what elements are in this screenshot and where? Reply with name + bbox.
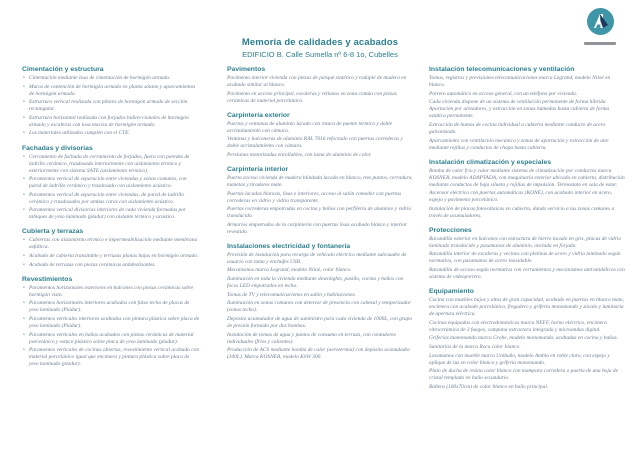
section-instalaciones-electricidad-y-fontaneria <box>227 243 413 361</box>
logo-mark-icon <box>587 8 614 35</box>
spec-item: • Estructura horizontal realizada con forjados bidireccionales de hormigón armado y escaleras con losa maciza de hormigón armado. <box>22 115 200 129</box>
column-left <box>22 66 200 446</box>
section-heading: Fachadas y divisorias <box>22 144 93 152</box>
spec-item: Puertas correderas empotradas en cocina y baños con perfilería de aluminio y vidrio translúcido. <box>227 206 412 220</box>
spec-item: Puertas lacadas blancas, lisas e interiores, acceso al salón comedor con puertas correderas en vidrio y vidrio transparente. <box>227 190 402 204</box>
spec-item: Puerta acceso vivienda de madera blindada lacada en blanco, tres puntos, cerradura, manetas y tiradores mate. <box>227 174 413 188</box>
spec-item: Mecanismos marca Legrand, modelo Niloé, color blanco. <box>227 267 352 274</box>
spec-item: • Acabado de cubierta transitable y terrazas planas bajas en hormigón armado. <box>22 253 200 260</box>
spec-item: • Paramentos vertical de separación entre viviendas y zonas comunes, con pared de ladrillo cerámico y trasdosado con aislamiento acústico. <box>22 176 200 190</box>
section-pavimentos <box>227 66 413 105</box>
spec-item: Cocinas equipadas con electrodomésticos marca NEFF, horno eléctrico, encimera vitrocerámica de 3 fuegos, campana extractora integrada y microondas digital. <box>429 319 607 333</box>
section-heading: Carpintería exterior <box>227 111 290 119</box>
spec-item: Depósito acumulador de agua de suministro para cada vivienda de 1000L, con grupo de presión formado por dos bombas. <box>227 315 413 329</box>
spec-item: Previsión de instalación para recarga de vehículo eléctrico mediante subcuadro de usuario con toma y enchufes USB. <box>227 251 407 265</box>
spec-item: Pavimento interior vivienda con piezas de parqué sintético y rodapié de madera en acabado similar al blanco. <box>227 75 407 89</box>
spec-item: • Paramentos horizontales interiores acabados con falso techo de placas de yeso laminado (Pladur). <box>22 300 200 314</box>
section-cimentacion-y-estructura <box>22 66 200 138</box>
section-carpinteria-exterior <box>227 112 413 159</box>
spec-item: Lavamanos con mueble marca Unibaño, modelo Ambla en roble claro, con espejo y aplique de luz en color blanco y grifería monomando. <box>429 352 610 366</box>
spec-item: Cocina con muebles bajos y altos de gran capacidad, acabado en puertas en blanco mate, encimera con acabado porcelánico, fregadero y grifería monomando y zócalo y luminaria de apertura eléctrica. <box>429 297 624 318</box>
spec-item: • Acabado de terrazas con piezas cerámicas antideslizantes. <box>22 262 200 269</box>
spec-item: Pavimento en acceso principal, escaleras y rellanos en zona común con piezas cerámicas de material porcelánico. <box>227 90 397 104</box>
spec-item: Iluminación en toda la vivienda mediante downlights, pasillo, cocina y baños con focos LED empotrados en techo. <box>227 276 404 290</box>
spec-item: Barandilla de acceso según normativa con cerramientos y mecanismos antivandálicos con sistema de videoportero. <box>429 267 625 281</box>
section-cubierta-y-terrazas <box>22 228 200 268</box>
spec-item: • Paramentos vertical divisorias interiores de cada vivienda formadas por tabiques de yeso laminado (pladur) con aislante térmico y acústico. <box>22 207 200 221</box>
spec-item: Ventanas y balconeras de aluminio RAL 7016 reforzado con puertas correderas y doble acristalamiento con cámara. <box>227 136 403 150</box>
section-heading: Instalación climatización y especiales <box>429 158 552 166</box>
column-middle <box>227 66 413 446</box>
section-carpinteria-interior <box>227 166 413 236</box>
page-title: Memoria de calidades y acabados <box>241 37 399 48</box>
spec-item: • Los materiales utilizados cumplen con el CTE. <box>22 130 200 137</box>
spec-item: • Cerramiento de fachada de cerramiento de forjados, fuera con paredes de ladrillo cerámico, trasdosado interiormente con aislamiento térmico y exteriormente con sistema SATE (aislamiento térmico). <box>22 154 200 175</box>
section-fachadas-y-divisorias <box>22 145 200 222</box>
spec-item: Tomas de TV y telecomunicaciones en salón y habitaciones. <box>227 291 356 298</box>
spec-item: Puertas y ventanas de aluminio lacado con rotura de puente térmico y doble acristalamiento con cámara. <box>227 120 393 134</box>
spec-item: Griferías monomando marca Grohe, modelo monomando, acabadas en cocina y baños. <box>429 335 619 342</box>
spec-item: Instalación de placas fotovoltaicas en cubierta, dando servicio a las zonas comunes a través de acumuladores. <box>429 205 615 219</box>
spec-item: Cada vivienda dispone de un sistema de ventilación permanente de forma híbrida. Aportación por aireadores, y extracción en zonas húmedas hasta cubierta de forma estática permanente. <box>429 99 610 120</box>
spec-item: • Paramentos vertical de separación entre viviendas, de pared de ladrillo cerámico y trasdosados por ambas caras con aislamiento acústico. <box>22 192 200 206</box>
spec-item: Producción de ACS mediante bomba de calor (aerotermia) con depósito acumulador (300L). Marca KOSNER, modelo KSW 300. <box>227 347 411 361</box>
section-heading: Protecciones <box>429 226 472 234</box>
spec-item: Bañera (160x70cm) de color blanco en baño principal. <box>429 383 549 390</box>
spec-item: Extracción de humos de cocina individual a cubierta mediante conducto de acero galvanizado. <box>429 121 606 135</box>
spec-item: Barandilla exterior en balcones con estructura de hierro lacado en gris, placas de vidrio laminado translúcido y pasamanos de aluminio, anclada en forjado. <box>429 235 622 249</box>
spec-item: Sanitarios de la marca Roca color blanco. <box>429 343 521 350</box>
spec-item: • Cimentación mediante losa de cimentación de hormigón armado. <box>22 75 200 82</box>
section-heading: Instalaciones electricidad y fontanería <box>227 242 351 250</box>
section-instalacion-telecomunicaciones-y-ventilacion <box>429 66 625 152</box>
spec-item: • Cubiertas con aislamiento térmico e impermeabilización mediante membrana asfáltica. <box>22 237 200 251</box>
section-heading: Carpintería interior <box>227 165 289 173</box>
spec-item: Aparcamiento con ventilación mecánica y zonas de aportación y extracción de aire mediante rejillas y conductos de chapa hasta cubierta. <box>429 137 609 151</box>
spec-item: Bomba de calor frío y calor mediante sistema de climatización por conductos marca KOSNER, modelo ADAPTADA, con maquinaria exterior ubicada en cubierta, distribución mediante conductos de baja silueta y rejillas de impulsión. Termostato en sala de estar. <box>429 167 625 188</box>
column-right <box>429 66 625 446</box>
spec-item: Iluminación en zonas comunes con detector de presencia con cabezal y temporizador (zonas techo). <box>227 300 412 314</box>
section-heading: Cimentación y estructura <box>22 66 104 73</box>
page-subtitle: EDIFICIO B. Calle Sumella nº 6-8 1o, Cubelles <box>242 49 398 59</box>
section-heading: Equipamiento <box>429 288 474 296</box>
spec-item: Armarios empotrados de la carpintería con puertas lisas acabado blanco y interior revestido. <box>227 221 408 235</box>
section-heading: Pavimentos <box>227 66 266 73</box>
spec-item: • Paramentos horizontales exteriores en balcones con piezas cerámicas sobre hormigón visto. <box>22 285 200 299</box>
section-revestimientos <box>22 276 200 369</box>
section-equipamiento <box>429 288 625 391</box>
section-heading: Revestimientos <box>22 275 73 283</box>
spec-item: • Paramentos verticales de cocinas abiertas, revestimiento vertical acabado con material porcelánico igual que encimera y pintura plástica sobre placa de yeso laminado (pladur). <box>22 347 200 368</box>
spec-item: • Paramentos verticales interiores acabados con pintura plástica sobre placa de yeso laminado (Pladur). <box>22 316 200 330</box>
section-protecciones <box>429 227 625 281</box>
spec-item: Plato de ducha de resina color blanco con mampara corredera o puerta de una hoja de cristal templado en baño secundario. <box>429 368 618 382</box>
section-instalacion-climatizacion-y-especiales <box>429 159 625 220</box>
spec-item: Tomas, registros y previsiones telecomunicaciones marca Legrand, modelo Niloé en blanco. <box>429 75 611 89</box>
spec-item: • Estructura vertical realizada con pilares de hormigón armado de sección rectangular. <box>22 99 200 113</box>
spec-item: • Paramentos verticales en baños acabados con piezas cerámicas de material porcelánico y estuco plástico sobre placa de yeso laminado (pladur). <box>22 332 200 346</box>
title-block <box>0 37 640 59</box>
spec-item: Instalación de tomas de agua y puntos de consumo en terraza, con contadores individuales (fríos y calientes). <box>227 331 396 345</box>
spec-item: Ascensor eléctrico con puertas automáticas (KONE), con acabado interior en acero, espejo y pavimento porcelánico. <box>429 190 613 204</box>
section-heading: Instalación telecomunicaciones y ventilación <box>429 66 575 73</box>
spec-item: Barandilla interior de escaleras y vecinos con pletinas de acero y vidrio laminado según normativa, con pasamanos de acero inoxidable. <box>429 251 621 265</box>
spec-item: Persianas motorizadas enrollables, con lama de aluminio de color. <box>227 151 372 158</box>
spec-item: Portero automático en acceso general, con un teléfono por vivienda. <box>429 90 578 97</box>
section-heading: Cubierta y terrazas <box>22 228 84 236</box>
spec-item: • Muros de contención de hormigón armado en planta sótano y aparcamientos de hormigón armado. <box>22 84 200 98</box>
